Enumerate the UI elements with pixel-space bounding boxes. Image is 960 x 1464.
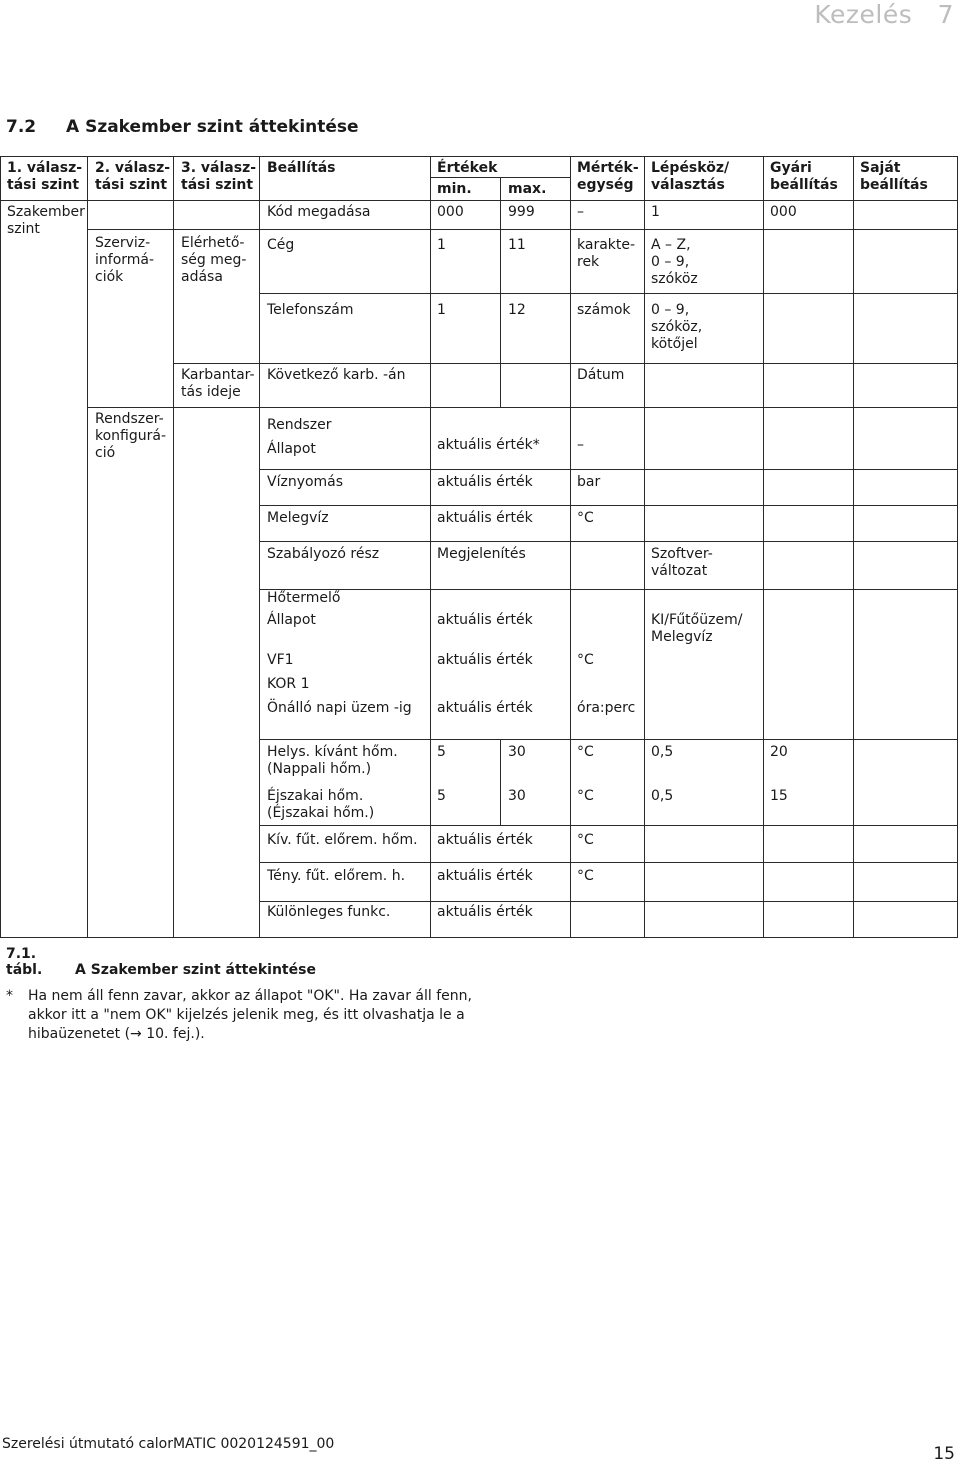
row-min: 5 (437, 744, 446, 760)
section-number: 7.2 (6, 117, 37, 137)
page-number: 15 (933, 1444, 955, 1464)
footnote-text: Ha nem áll fenn zavar, akkor az állapot "OK". Ha zavar áll fenn, akkor itt a "nem OK" kijelzés jelenik meg, és itt olvashatja le a hibaüzenetet (→ 10. fej.). (28, 988, 472, 1042)
row-min: 1 (437, 302, 446, 318)
section-title: A Szakember szint áttekintése (66, 117, 359, 137)
row-setting: KOR 1 (267, 676, 310, 692)
row-setting: VF1 (267, 652, 294, 668)
row-setting: Melegvíz (267, 510, 329, 526)
row-unit: – (577, 204, 584, 220)
table-caption (6, 946, 316, 978)
group-contact: Elérhető- ség meg- adása (181, 235, 247, 285)
footer-document: Szerelési útmutató calorMATIC 0020124591_00 (2, 1436, 335, 1452)
header-max: max. (508, 181, 547, 197)
row-step: A – Z, 0 – 9, szóköz (651, 237, 698, 287)
row-step: 1 (651, 204, 660, 220)
row-max: 30 (508, 788, 526, 804)
row-setting: Helys. kívánt hőm. (Nappali hőm.) (267, 744, 398, 777)
row-min: 1 (437, 237, 446, 253)
row-setting: Telefonszám (267, 302, 354, 318)
row-step: Szoftver- változat (651, 546, 713, 579)
footnote (6, 987, 476, 1044)
row-setting: Állapot (267, 612, 316, 628)
row-setting: Tény. fűt. előrem. h. (267, 868, 406, 884)
row-setting: Önálló napi üzem -ig (267, 700, 412, 716)
row-setting: Víznyomás (267, 474, 344, 490)
row-unit: °C (577, 832, 594, 848)
header-factory: Gyári beállítás (770, 160, 838, 193)
header-own: Saját beállítás (860, 160, 928, 193)
header-level3: 3. válasz- tási szint (181, 160, 257, 193)
row-values: aktuális érték (437, 652, 533, 668)
header-section: Kezelés (814, 0, 913, 29)
row-setting: Szabályozó rész (267, 546, 380, 562)
overview-table (0, 156, 958, 938)
row-unit: °C (577, 652, 594, 668)
row-max: 12 (508, 302, 526, 318)
row-values: aktuális érték (437, 612, 533, 628)
row-values: aktuális érték (437, 700, 533, 716)
row-setting: Cég (267, 237, 295, 253)
row-values: aktuális érték (437, 904, 533, 920)
row-unit: Dátum (577, 367, 625, 383)
footnote-marker: * (6, 988, 13, 1004)
header-min: min. (437, 181, 472, 197)
row-max: 999 (508, 204, 535, 220)
header-setting: Beállítás (267, 160, 336, 176)
group-maintenance: Karbantar- tás ideje (181, 367, 255, 400)
row-setting: Hőtermelő (267, 590, 341, 606)
row-values: aktuális érték (437, 474, 533, 490)
header-unit: Mérték- egység (577, 160, 639, 193)
row-unit: bar (577, 474, 601, 490)
header-step: Lépésköz/ választás (651, 160, 730, 193)
row-factory: 15 (770, 788, 788, 804)
row-unit: °C (577, 744, 594, 760)
row-unit: karakte- rek (577, 237, 636, 270)
row-values: aktuális érték (437, 832, 533, 848)
header-chapter: 7 (937, 0, 954, 29)
row-step: 0,5 (651, 788, 674, 804)
group-sysconfig: Rendszer- konfigurá- ció (95, 411, 167, 461)
row-values: aktuális érték (437, 868, 533, 884)
header-level2: 2. válasz- tási szint (95, 160, 171, 193)
row-setting: Éjszakai hőm. (Éjszakai hőm.) (267, 788, 375, 821)
row-step: KI/Fűtőüzem/ Melegvíz (651, 612, 743, 645)
row-setting: Kív. fűt. előrem. hőm. (267, 832, 418, 848)
row-max: 30 (508, 744, 526, 760)
row-values: aktuális érték (437, 510, 533, 526)
row-step: 0 – 9, szóköz, kötőjel (651, 302, 703, 352)
row-setting: Kód megadása (267, 204, 371, 220)
section-heading (6, 117, 359, 137)
running-header (814, 0, 954, 29)
row-factory: 20 (770, 744, 788, 760)
row-unit: óra:perc (577, 700, 636, 716)
caption-title: A Szakember szint áttekintése (75, 962, 316, 978)
row-min: 000 (437, 204, 464, 220)
row-values: Megjelenítés (437, 546, 526, 562)
row-step: 0,5 (651, 744, 674, 760)
level1-label: Szakember szint (7, 204, 85, 237)
row-unit: °C (577, 510, 594, 526)
row-values: aktuális érték* (437, 437, 540, 453)
header-values: Értékek (437, 160, 498, 176)
row-min: 5 (437, 788, 446, 804)
row-factory: 000 (770, 204, 797, 220)
caption-number: 7.1. tábl. (6, 946, 43, 978)
row-unit: °C (577, 868, 594, 884)
row-setting: Különleges funkc. (267, 904, 391, 920)
row-unit: számok (577, 302, 631, 318)
header-level1: 1. válasz- tási szint (7, 160, 83, 193)
row-setting: Következő karb. -án (267, 367, 406, 383)
row-unit: – (577, 437, 584, 453)
row-max: 11 (508, 237, 526, 253)
row-unit: °C (577, 788, 594, 804)
row-setting: Rendszer Állapot (267, 417, 332, 457)
group-service-info: Szerviz- informá- ciók (95, 235, 155, 285)
